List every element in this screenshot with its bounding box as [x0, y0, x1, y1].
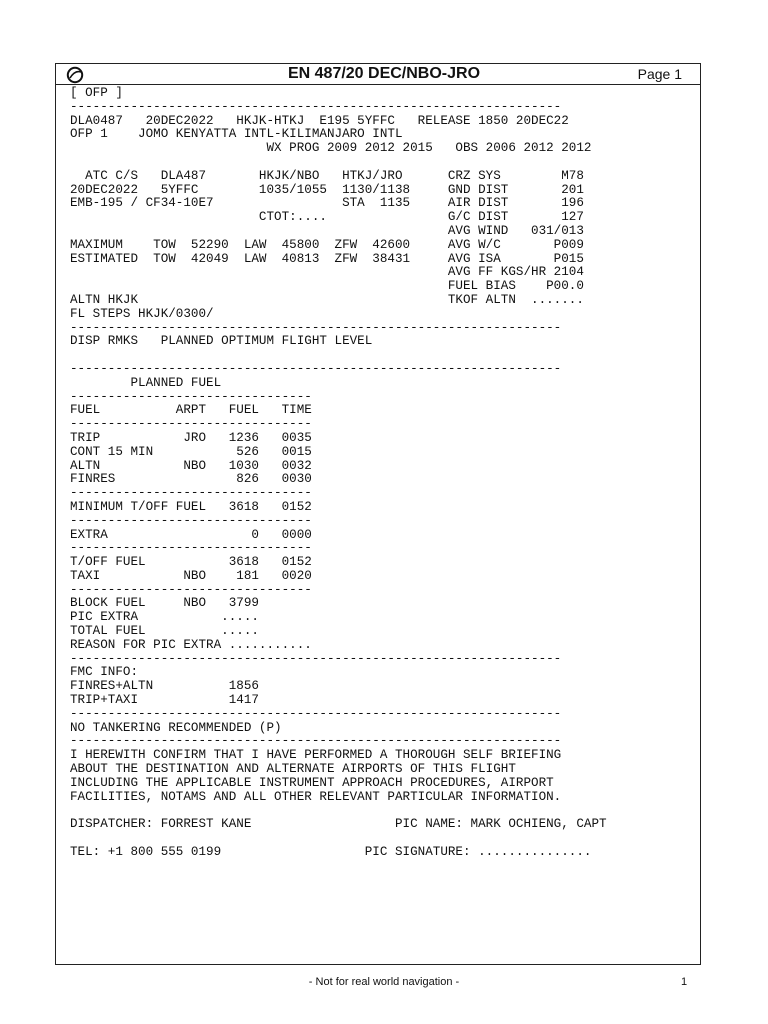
- ofp-line: WX PROG 2009 2012 2015 OBS 2006 2012 2012: [70, 141, 592, 156]
- ofp-line: FMC INFO:: [70, 665, 139, 680]
- ofp-line: --------------------------------: [70, 541, 312, 556]
- ofp-line: CONT 15 MIN 526 0015: [70, 444, 312, 459]
- page-label: Page 1: [637, 66, 682, 82]
- ofp-line: DISPATCHER: FORREST KANE PIC NAME: MARK OCHIENG, CAPT: [70, 817, 607, 832]
- ofp-line: FINRES 826 0030: [70, 472, 312, 487]
- ofp-line: EXTRA 0 0000: [70, 527, 312, 542]
- ofp-line: ABOUT THE DESTINATION AND ALTERNATE AIRPORTS OF THIS FLIGHT: [70, 762, 516, 777]
- ofp-line: CTOT:.... G/C DIST 127: [70, 210, 584, 225]
- ofp-line: --------------------------------: [70, 417, 312, 432]
- ofp-line: FUEL BIAS P00.0: [70, 279, 584, 294]
- ofp-line: -----------------------------------------------------------------: [70, 734, 562, 749]
- ofp-line: [70, 832, 607, 846]
- ofp-line: PLANNED FUEL: [70, 375, 222, 390]
- page-title: EN 487/20 DEC/NBO-JRO: [287, 65, 481, 82]
- ofp-line: AVG WIND 031/013: [70, 223, 584, 238]
- ofp-line: --------------------------------: [70, 582, 312, 597]
- ofp-line: AVG FF KGS/HR 2104: [70, 265, 584, 280]
- ofp-line: TRIP+TAXI 1417: [70, 693, 259, 708]
- ofp-line: -----------------------------------------------------------------: [70, 99, 562, 114]
- ofp-line: INCLUDING THE APPLICABLE INSTRUMENT APPROACH PROCEDURES, AIRPORT: [70, 775, 554, 790]
- ofp-line: TOTAL FUEL .....: [70, 624, 259, 639]
- ofp-line: ATC C/S DLA487 HKJK/NBO HTKJ/JRO CRZ SYS M78: [70, 168, 584, 183]
- ofp-line: NO TANKERING RECOMMENDED (P): [70, 720, 282, 735]
- ofp-line: -----------------------------------------------------------------: [70, 651, 562, 666]
- ofp-line: MINIMUM T/OFF FUEL 3618 0152: [70, 499, 312, 514]
- ofp-line: [70, 156, 607, 170]
- ofp-line: 20DEC2022 5YFFC 1035/1055 1130/1138 GND DIST 201: [70, 182, 584, 197]
- ofp-line: ALTN NBO 1030 0032: [70, 458, 312, 473]
- footer-notice: - Not for real world navigation -: [308, 976, 460, 988]
- ofp-line: [ OFP ]: [70, 86, 123, 100]
- ofp-line: PIC EXTRA .....: [70, 610, 259, 625]
- ofp-line: I HEREWITH CONFIRM THAT I HAVE PERFORMED A THOROUGH SELF BRIEFING: [70, 748, 562, 763]
- ofp-line: T/OFF FUEL 3618 0152: [70, 555, 312, 570]
- ofp-line: DISP RMKS PLANNED OPTIMUM FLIGHT LEVEL: [70, 334, 373, 349]
- footer-page-number: 1: [681, 976, 688, 988]
- ofp-line: EMB-195 / CF34-10E7 STA 1135 AIR DIST 196: [70, 196, 584, 211]
- ofp-line: FINRES+ALTN 1856: [70, 679, 259, 694]
- ofp-body: [70, 87, 607, 860]
- ofp-line: FUEL ARPT FUEL TIME: [70, 403, 312, 418]
- ofp-line: --------------------------------: [70, 389, 312, 404]
- ofp-line: REASON FOR PIC EXTRA ...........: [70, 637, 312, 652]
- ofp-line: [70, 349, 607, 363]
- ofp-line: OFP 1 JOMO KENYATTA INTL-KILIMANJARO INTL: [70, 127, 403, 142]
- ofp-line: ALTN HKJK TKOF ALTN .......: [70, 292, 584, 307]
- ofp-line: --------------------------------: [70, 486, 312, 501]
- ofp-line: FACILITIES, NOTAMS AND ALL OTHER RELEVANT PARTICULAR INFORMATION.: [70, 789, 562, 804]
- ofp-line: MAXIMUM TOW 52290 LAW 45800 ZFW 42600 AVG W/C P009: [70, 237, 584, 252]
- ofp-line: [70, 804, 607, 818]
- ofp-line: -----------------------------------------------------------------: [70, 320, 562, 335]
- ofp-line: TAXI NBO 181 0020: [70, 568, 312, 583]
- ofp-line: FL STEPS HKJK/0300/: [70, 306, 214, 321]
- ofp-line: -----------------------------------------------------------------: [70, 361, 562, 376]
- ofp-line: ESTIMATED TOW 42049 LAW 40813 ZFW 38431 AVG ISA P015: [70, 251, 584, 266]
- ofp-line: DLA0487 20DEC2022 HKJK-HTKJ E195 5YFFC RELEASE 1850 20DEC22: [70, 113, 569, 128]
- ofp-line: TRIP JRO 1236 0035: [70, 430, 312, 445]
- ofp-line: BLOCK FUEL NBO 3799: [70, 596, 259, 611]
- ofp-line: --------------------------------: [70, 513, 312, 528]
- ofp-line: TEL: +1 800 555 0199 PIC SIGNATURE: ...............: [70, 844, 592, 859]
- ofp-line: -----------------------------------------------------------------: [70, 706, 562, 721]
